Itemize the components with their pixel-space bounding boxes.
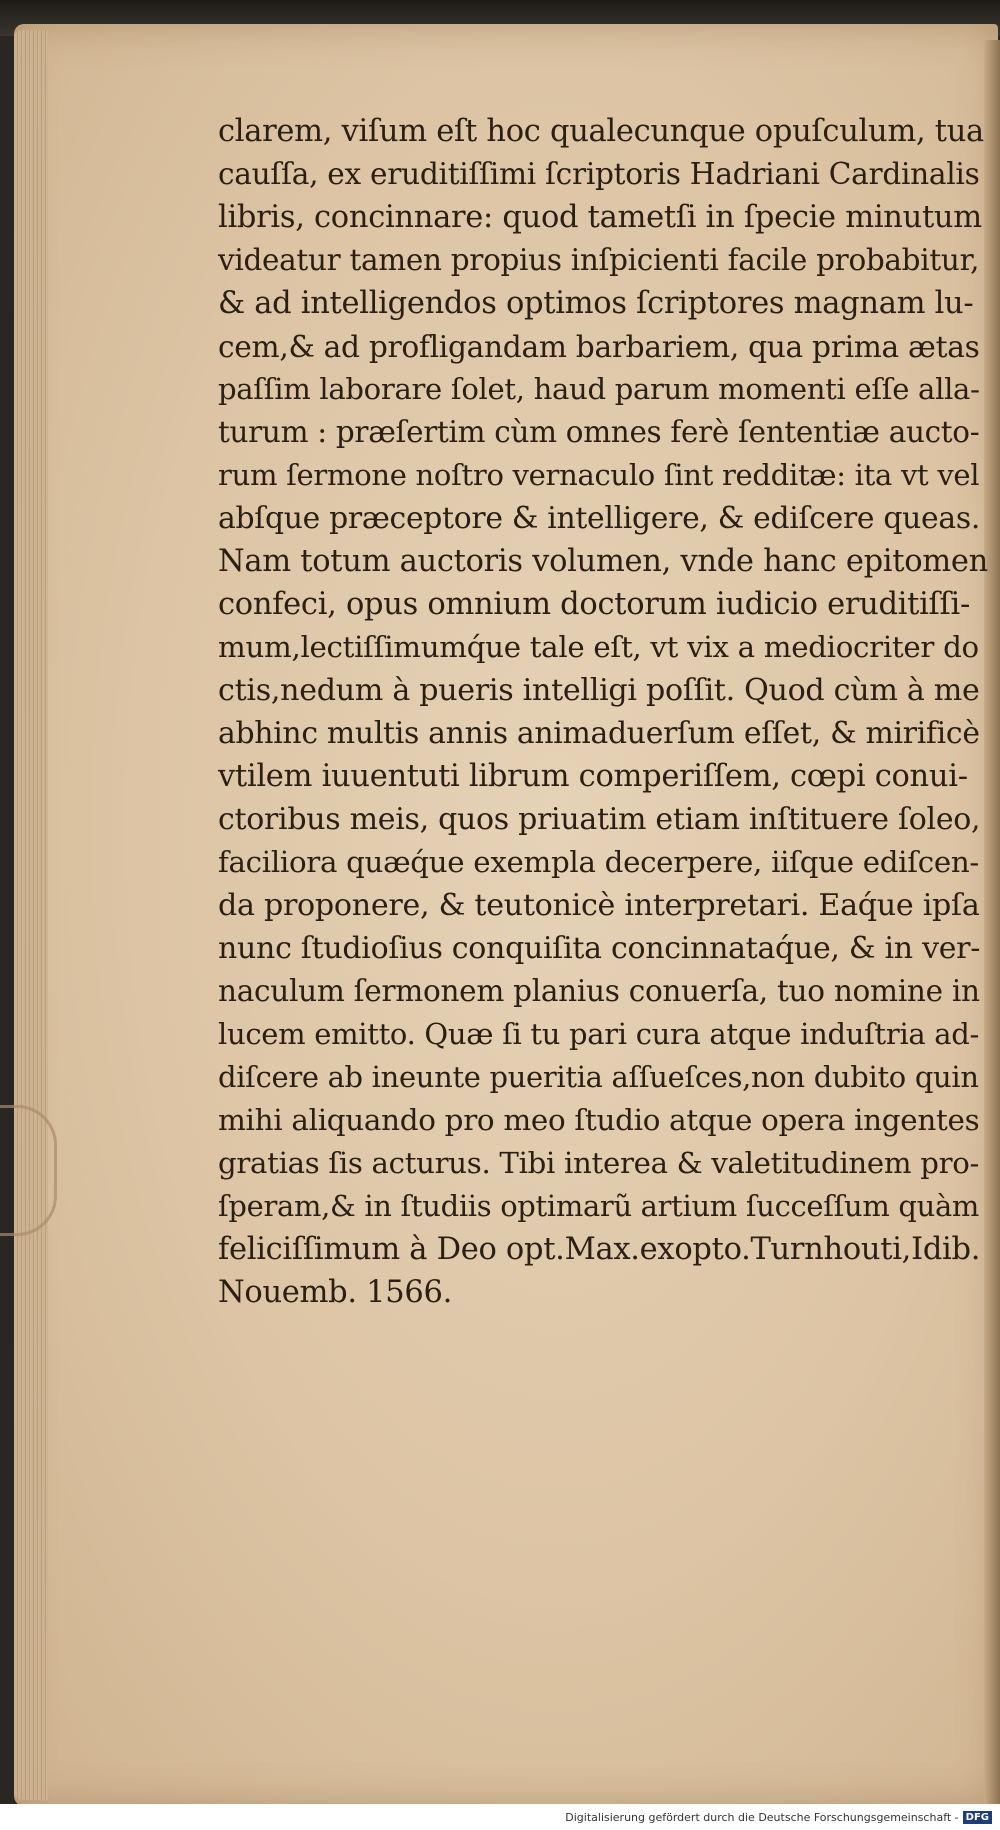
text-line: ctis,nedum à pueris intelligi poſſit. Quod cùm à me	[218, 673, 980, 708]
date-line: Nouemb. 1566.	[218, 1275, 452, 1310]
dfg-logo-icon: DFG	[963, 1811, 992, 1824]
body-text	[218, 110, 988, 1314]
page-edges	[14, 30, 48, 1800]
text-line: ctoribus meis, quos priuatim etiam inſtituere ſoleo,	[218, 802, 981, 837]
text-line: feliciſſimum à Deo opt.Max.exopto.Turnhouti,Idib.	[218, 1232, 981, 1267]
text-line: paſſim laborare ſolet, haud parum momenti eſſe allа-	[218, 372, 980, 406]
text-line: faciliora quæq́ue exempla decerpere, iiſque ediſcen-	[218, 845, 980, 879]
text-line: lucem emitto. Quæ ſi tu pari cura atque induſtria ad-	[218, 1017, 980, 1051]
text-line: nunc ſtudioſius conquiſita concinnataq́ue, & in ver-	[218, 931, 981, 966]
text-line: vtilem iuuentuti librum comperiſſem, cœpi conui-	[218, 759, 968, 794]
text-line: cem,& ad profligandam barbariem, qua prima ætas	[218, 329, 980, 364]
text-line: ſperam,& in ſtudiis optimarũ artium ſucceſſum quàm	[218, 1189, 980, 1223]
text-line: abſque præceptore & intelligere, & ediſcere queas.	[218, 501, 981, 536]
text-line: clarem, viſum eſt hoc qualecunque opuſculum, tua	[218, 114, 984, 149]
text-line: & ad intelligendos optimos ſcriptores magnam lu-	[218, 286, 974, 321]
text-line: diſcere ab ineunte pueritia aſſueſces,non dubito quin	[218, 1060, 979, 1094]
text-line: mihi aliquando pro meo ſtudio atque opera ingentes	[218, 1103, 980, 1137]
text-line: rum ſermone noſtro vernaculo ſint redditæ: ita vt vel	[218, 458, 980, 492]
text-line: cauſſa, ex eruditiſſimi ſcriptoris Hadriani Cardinalis	[218, 157, 980, 191]
text-line: Nam totum auctoris volumen, vnde hanc epitomen	[218, 544, 988, 579]
text-line: mum,lectiſſimumq́ue tale eſt, vt vix a mediocriter do	[218, 630, 979, 664]
text-line: videatur tamen propius inſpicienti facile probabitur,	[218, 243, 980, 277]
text-line: turum : præſertim cùm omnes ferè ſententiæ aucto-	[218, 415, 980, 449]
text-line: da proponere, & teutonicè interpretari. Eaq́ue ipſa	[218, 888, 980, 923]
text-line: confeci, opus omnium doctorum iudicio eruditiſſi-	[218, 587, 970, 622]
text-line: libris, concinnare: quod tametſi in ſpecie minutum	[218, 200, 982, 235]
footer-band	[0, 1804, 1000, 1830]
text-line: abhinc multis annis animaduerſum eſſet, & mirificè	[218, 716, 980, 751]
text-line: gratias ſis acturus. Tibi interea & valetitudinem pro-	[218, 1146, 980, 1180]
credit-text: Digitalisierung gefördert durch die Deutsche Forschungsgemeinschaft -	[565, 1810, 959, 1824]
digitization-credit	[565, 1811, 992, 1825]
clasp-mark	[0, 1105, 57, 1236]
text-line: naculum ſermonem planius conuerſa, tuo nomine in	[218, 974, 980, 1008]
